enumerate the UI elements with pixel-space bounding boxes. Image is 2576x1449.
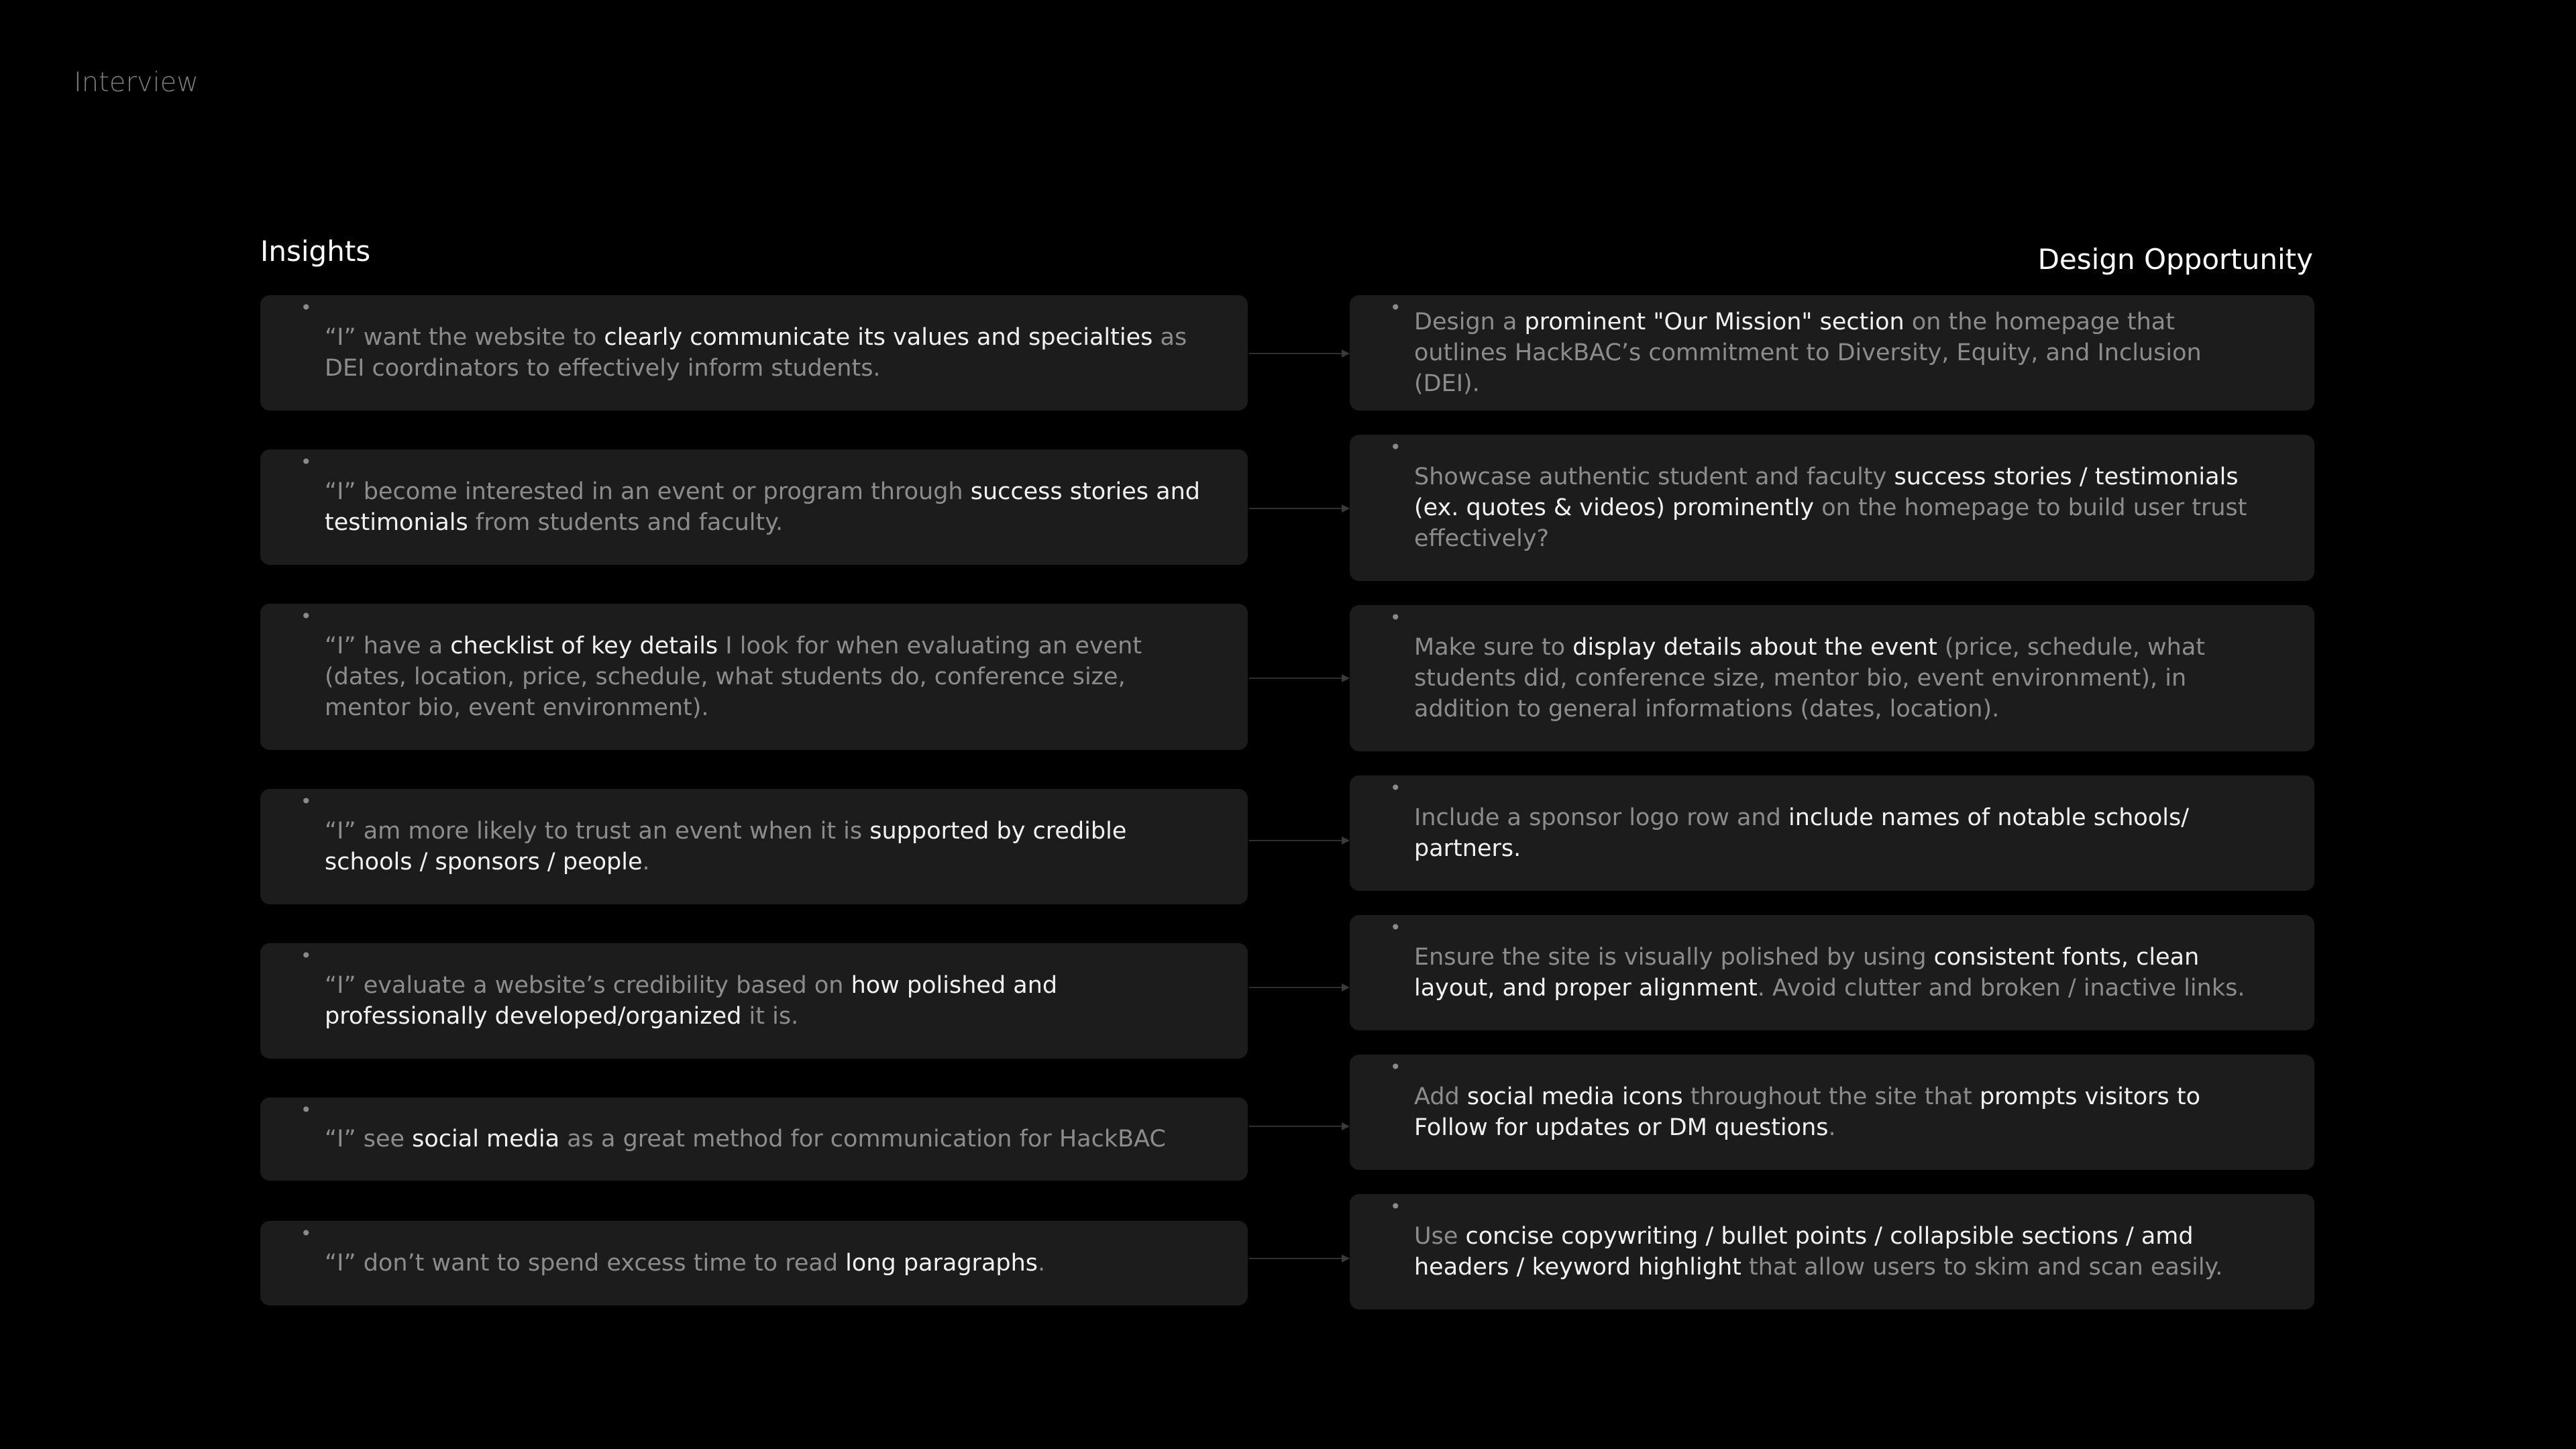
text-segment: . (1828, 1114, 1836, 1141)
text-segment: Add (1414, 1083, 1467, 1110)
connector-arrow (1249, 353, 1348, 354)
opportunity-text (1414, 307, 2274, 399)
connector-arrow (1249, 840, 1348, 841)
text-segment: “I” see (325, 1126, 413, 1152)
highlighted-phrase: prominent "Our Mission" section (1524, 309, 1904, 335)
bullet-icon: • (1390, 297, 1401, 319)
opportunity-text (1414, 632, 2274, 724)
opportunity-text (1414, 1221, 2274, 1283)
bullet-icon: • (301, 451, 312, 473)
text-segment: “I” don’t want to spend excess time to read (325, 1250, 846, 1277)
bullet-icon: • (1390, 606, 1401, 629)
opportunity-card (1350, 435, 2314, 581)
connector-arrow (1249, 508, 1348, 509)
opportunity-card (1350, 775, 2314, 891)
text-segment: as DEI coordinators to effectively inform students. (325, 324, 1187, 382)
text-segment: that allow users to skim and scan easily. (1741, 1254, 2223, 1281)
connector-arrow (1249, 1258, 1348, 1259)
text-segment: Ensure the site is visually polished by using (1414, 944, 1934, 971)
page-label: Interview (74, 67, 199, 98)
bullet-icon: • (301, 790, 312, 812)
bullet-icon: • (1390, 1195, 1401, 1218)
opportunity-card (1350, 295, 2314, 411)
highlighted-phrase: how polished and professionally developed/organized (325, 972, 1058, 1030)
highlighted-phrase: include names of notable schools/ partners. (1414, 804, 2189, 862)
insight-text (325, 1124, 1166, 1155)
insight-text (325, 322, 1201, 384)
bullet-icon: • (301, 297, 312, 319)
insight-card (260, 604, 1248, 750)
connector-arrow (1249, 678, 1348, 679)
opportunity-text (1414, 802, 2274, 864)
highlighted-phrase: consistent fonts, clean layout, and proper alignment (1414, 944, 2200, 1002)
insights-heading: Insights (260, 235, 371, 268)
highlighted-phrase: display details about the event (1572, 634, 1937, 661)
text-segment: it is. (741, 1003, 799, 1030)
insight-card (260, 1097, 1248, 1181)
insight-card (260, 1221, 1248, 1305)
text-segment: “I” evaluate a website’s credibility based on (325, 972, 851, 999)
text-segment: (price, schedule, what students did, conference size, mentor bio, event environment), in addition to general informations (dates, location). (1414, 634, 2206, 722)
insight-card (260, 943, 1248, 1059)
text-segment: on the homepage to build user trust effectively? (1414, 494, 2247, 552)
opportunity-card (1350, 1055, 2314, 1170)
highlighted-phrase: concise copywriting / bullet points / collapsible sections / amd headers / keyword highlight (1414, 1223, 2194, 1281)
insight-card (260, 295, 1248, 411)
connector-arrow (1249, 1126, 1348, 1127)
design-opportunity-heading: Design Opportunity (2037, 243, 2313, 276)
bullet-icon: • (1390, 436, 1401, 458)
highlighted-phrase: social media (412, 1126, 560, 1152)
insight-card (260, 789, 1248, 904)
insight-text (325, 970, 1201, 1032)
text-segment: “I” have a (325, 633, 451, 659)
connector-arrow (1249, 987, 1348, 988)
bullet-icon: • (301, 1222, 312, 1244)
highlighted-phrase: social media icons (1466, 1083, 1683, 1110)
bullet-icon: • (301, 605, 312, 627)
insight-text (325, 1248, 1045, 1279)
text-segment: Showcase authentic student and faculty (1414, 464, 1894, 490)
highlighted-phrase: prompts visitors to Follow for updates or DM questions (1414, 1083, 2201, 1141)
insight-card (260, 449, 1248, 565)
text-segment: . (1038, 1250, 1046, 1277)
opportunity-card (1350, 915, 2314, 1030)
opportunity-text (1414, 1081, 2274, 1143)
opportunity-text (1414, 942, 2274, 1004)
text-segment: “I” want the website to (325, 324, 604, 351)
text-segment: as a great method for communication for HackBAC (559, 1126, 1166, 1152)
text-segment: Make sure to (1414, 634, 1573, 661)
bullet-icon: • (1390, 916, 1401, 938)
opportunity-text (1414, 462, 2274, 554)
bullet-icon: • (301, 1099, 312, 1121)
text-segment: “I” am more likely to trust an event when it is (325, 818, 870, 845)
opportunity-card (1350, 1194, 2314, 1309)
highlighted-phrase: clearly communicate its values and specialties (604, 324, 1153, 351)
highlighted-phrase: success stories and testimonials (325, 478, 1200, 536)
highlighted-phrase: checklist of key details (450, 633, 718, 659)
highlighted-phrase: success stories / testimonials (ex. quotes & videos) prominently (1414, 464, 2239, 521)
text-segment: “I” become interested in an event or program through (325, 478, 971, 505)
insight-text (325, 476, 1201, 538)
text-segment: I look for when evaluating an event (dates, location, price, schedule, what students do, conference size, mentor bio, event environment). (325, 633, 1142, 721)
text-segment: throughout the site that (1682, 1083, 1980, 1110)
highlighted-phrase: long paragraphs (845, 1250, 1038, 1277)
text-segment: Use (1414, 1223, 1466, 1250)
bullet-icon: • (301, 945, 312, 967)
opportunity-card (1350, 605, 2314, 751)
text-segment: from students and faculty. (468, 509, 784, 536)
bullet-icon: • (1390, 1056, 1401, 1078)
bullet-icon: • (1390, 777, 1401, 799)
text-segment: on the homepage that outlines HackBAC’s commitment to Diversity, Equity, and Inclusion (DEI). (1414, 309, 2202, 397)
insight-text (325, 816, 1201, 877)
text-segment: Include a sponsor logo row and (1414, 804, 1788, 831)
highlighted-phrase: supported by credible schools / sponsors / people (325, 818, 1127, 875)
text-segment: . (642, 849, 650, 875)
text-segment: Design a (1414, 309, 1525, 335)
text-segment: . Avoid clutter and broken / inactive links. (1757, 975, 2245, 1002)
insight-text (325, 631, 1201, 723)
